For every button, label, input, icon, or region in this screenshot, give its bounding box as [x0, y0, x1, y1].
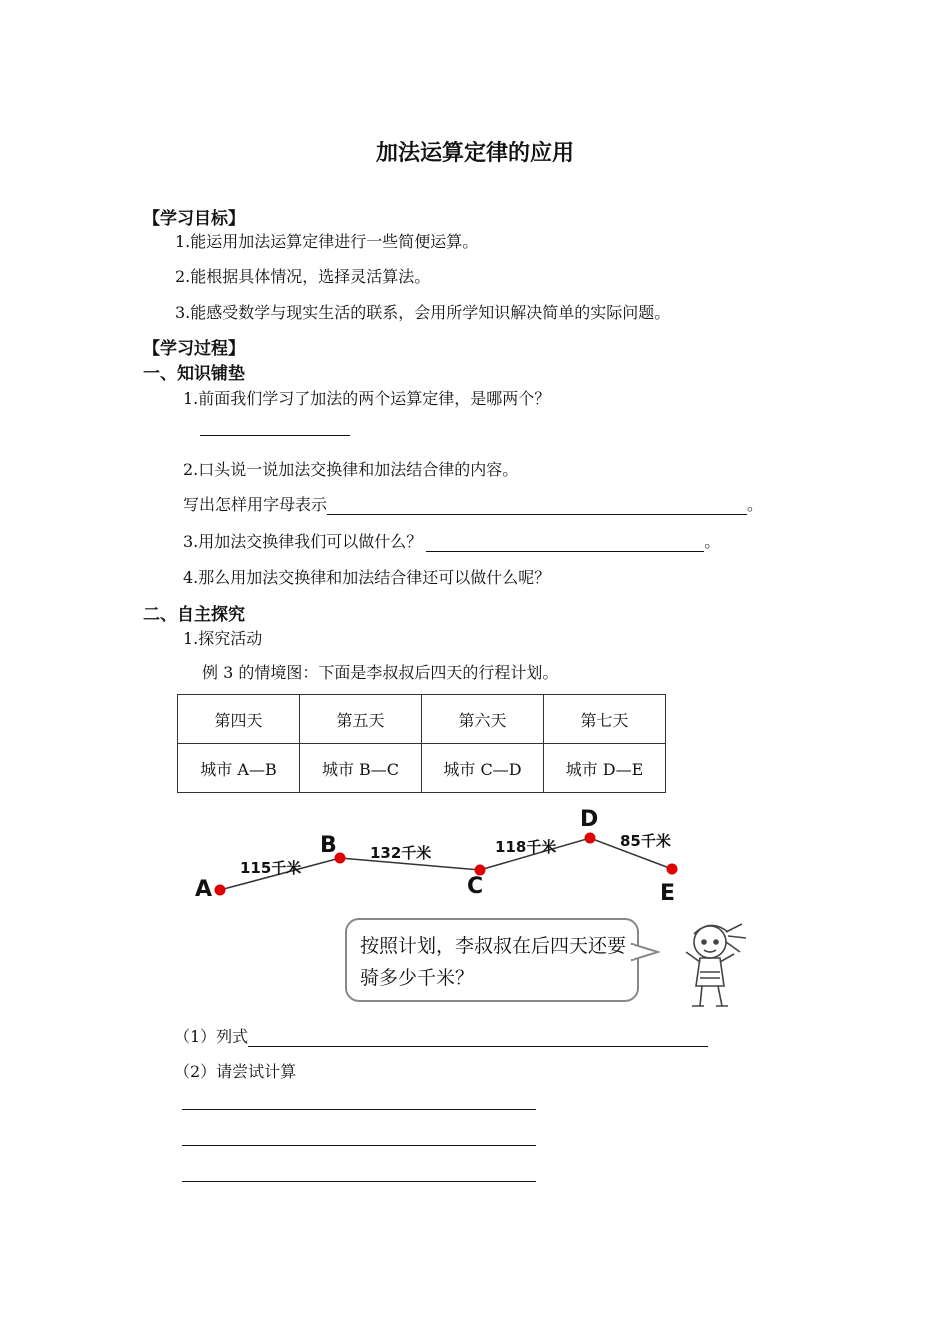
table-cell: 城市 A—B [178, 744, 300, 793]
question-2: 2.口头说一说加法交换律和加法结合律的内容。 [183, 460, 519, 479]
example-text: 例 3 的情境图：下面是李叔叔后四天的行程计划。 [202, 663, 559, 682]
calc-answer-line-1[interactable] [182, 1109, 536, 1110]
goal-item: 2.能根据具体情况，选择灵活算法。 [175, 267, 431, 286]
question-1: 1.前面我们学习了加法的两个运算定律，是哪两个？ [183, 389, 551, 408]
trip-plan-table [177, 694, 666, 793]
table-cell: 城市 C—D [422, 744, 544, 793]
segment-label-de: 85千米 [620, 832, 671, 850]
part1-heading: 一、知识铺垫 [143, 364, 245, 384]
point-label-c: C [467, 874, 484, 899]
period: 。 [704, 532, 721, 551]
segment-label-bc: 132千米 [370, 844, 432, 862]
table-row [178, 744, 666, 793]
point-label-e: E [660, 881, 676, 906]
table-header-row [178, 695, 666, 744]
answer-line-1[interactable] [200, 435, 350, 436]
point-d-dot [585, 833, 596, 844]
question-3-answer-line[interactable] [426, 535, 704, 552]
step-1 [174, 1024, 708, 1047]
point-e-dot [667, 864, 678, 875]
goal-item: 3.能感受数学与现实生活的联系，会用所学知识解决简单的实际问题。 [175, 303, 671, 322]
cartoon-kid-icon [630, 912, 760, 1012]
step-2-label: （2）请尝试计算 [174, 1062, 297, 1081]
point-label-a: A [195, 877, 213, 902]
point-label-b: B [320, 833, 337, 858]
process-heading: 【学习过程】 [143, 339, 245, 359]
part2-heading: 二、自主探究 [143, 605, 245, 625]
segment-label-cd: 118千米 [495, 838, 557, 856]
step-1-label: （1）列式 [174, 1027, 249, 1046]
table-cell: 第六天 [422, 695, 544, 744]
question-2-prompt: 写出怎样用字母表示 [183, 495, 328, 514]
table-cell: 城市 B—C [300, 744, 422, 793]
bubble-text: 按照计划，李叔叔在后四天还要骑多少千米？ [360, 935, 627, 989]
point-a-dot [215, 885, 226, 896]
period: 。 [747, 495, 764, 514]
page-title: 加法运算定律的应用 [375, 141, 574, 166]
activity-label: 1.探究活动 [183, 629, 263, 648]
table-cell: 城市 D—E [544, 744, 666, 793]
goal-item: 1.能运用加法运算定律进行一些简便运算。 [175, 232, 479, 251]
calc-answer-line-3[interactable] [182, 1181, 536, 1182]
calc-answer-line-2[interactable] [182, 1145, 536, 1146]
question-4: 4.那么用加法交换律和加法结合律还可以做什么呢？ [183, 568, 551, 587]
point-label-d: D [580, 807, 599, 832]
equation-answer-line[interactable] [248, 1030, 708, 1047]
table-cell: 第七天 [544, 695, 666, 744]
question-3 [183, 529, 720, 552]
table-cell: 第四天 [178, 695, 300, 744]
question-3-prompt: 3.用加法交换律我们可以做什么？ [183, 532, 423, 551]
question-2-formula [183, 492, 763, 515]
table-cell: 第五天 [300, 695, 422, 744]
segment-label-ab: 115千米 [240, 859, 302, 877]
goals-heading: 【学习目标】 [143, 209, 245, 229]
formula-answer-line[interactable] [327, 498, 747, 515]
route-diagram [180, 800, 700, 910]
